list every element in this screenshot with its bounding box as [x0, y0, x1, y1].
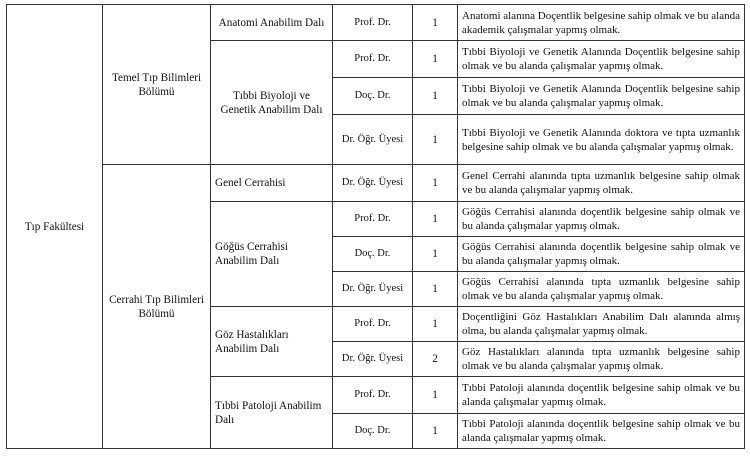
- requirement-cell: Göğüs Cerrahisi alanında doçentlik belgesine sahip olmak ve bu alanda çalışmalar yapmış olmak.: [458, 237, 745, 272]
- count-cell: 1: [413, 202, 458, 237]
- count-cell: 2: [413, 342, 458, 377]
- division-cell: Anatomi Anabilim Dalı: [211, 5, 333, 41]
- count-cell: 1: [413, 377, 458, 414]
- requirement-cell: Göz Hastalıkları alanında tıpta uzmanlık belgesine sahip olmak ve bu alanda çalışmalar yapmış olmak.: [458, 342, 745, 377]
- requirement-cell: Göğüs Cerrahisi alanında tıpta uzmanlık belgesine sahip olmak ve bu alanda çalışmalar yapmış olmak.: [458, 272, 745, 307]
- title-cell: Doç. Dr.: [333, 78, 413, 115]
- requirement-cell: Tıbbi Patoloji alanında doçentlik belgesine sahip olmak ve bu alanda çalışmalar yapmış olmak.: [458, 414, 745, 449]
- department-cell: Temel Tıp Bilimleri Bölümü: [103, 5, 211, 165]
- requirement-cell: Tıbbi Biyoloji ve Genetik Alanında Doçentlik belgesine sahip olmak ve bu alanda çalışmalar yapmış olmak.: [458, 41, 745, 78]
- title-cell: Dr. Öğr. Üyesi: [333, 272, 413, 307]
- requirement-cell: Anatomi alanına Doçentlik belgesine sahip olmak ve bu alanda akademik çalışmalar yapmış olmak.: [458, 5, 745, 41]
- department-cell: Cerrahi Tıp Bilimleri Bölümü: [103, 165, 211, 449]
- count-cell: 1: [413, 5, 458, 41]
- count-cell: 1: [413, 414, 458, 449]
- title-cell: Prof. Dr.: [333, 41, 413, 78]
- division-cell: Tıbbi Patoloji Anabilim Dalı: [211, 377, 333, 449]
- title-cell: Prof. Dr.: [333, 5, 413, 41]
- count-cell: 1: [413, 165, 458, 202]
- count-cell: 1: [413, 307, 458, 342]
- count-cell: 1: [413, 41, 458, 78]
- requirement-cell: Göğüs Cerrahisi alanında doçentlik belgesine sahip olmak ve bu alanda çalışmalar yapmış olmak.: [458, 202, 745, 237]
- requirement-cell: Genel Cerrahi alanında tıpta uzmanlık belgesine sahip olmak ve bu alanda çalışmalar yapmış olmak.: [458, 165, 745, 202]
- title-cell: Prof. Dr.: [333, 377, 413, 414]
- count-cell: 1: [413, 272, 458, 307]
- table-row: [7, 5, 745, 41]
- title-cell: Doç. Dr.: [333, 237, 413, 272]
- title-cell: Doç. Dr.: [333, 414, 413, 449]
- requirement-cell: Doçentliğini Göz Hastalıkları Anabilim Dalı alanında almış olma, bu alanda çalışmalar yapmış olmak.: [458, 307, 745, 342]
- staff-positions-table: [6, 4, 745, 449]
- division-cell: Göz Hastalıkları Anabilim Dalı: [211, 307, 333, 377]
- requirement-cell: Tıbbi Biyoloji ve Genetik Alanında doktora ve tıpta uzmanlık belgesine sahip olmak ve bu alanda çalışmalar yapmış olmak.: [458, 115, 745, 165]
- division-cell: Tıbbi Biyoloji ve Genetik Anabilim Dalı: [211, 41, 333, 165]
- requirement-cell: Tıbbi Patoloji alanında doçentlik belgesine sahip olmak ve bu alanda çalışmalar yapmış olmak.: [458, 377, 745, 414]
- division-cell: Göğüs Cerrahisi Anabilim Dalı: [211, 202, 333, 307]
- table-row: [7, 165, 745, 202]
- title-cell: Dr. Öğr. Üyesi: [333, 342, 413, 377]
- count-cell: 1: [413, 78, 458, 115]
- title-cell: Dr. Öğr. Üyesi: [333, 165, 413, 202]
- division-cell: Genel Cerrahisi: [211, 165, 333, 202]
- title-cell: Prof. Dr.: [333, 202, 413, 237]
- count-cell: 1: [413, 115, 458, 165]
- title-cell: Prof. Dr.: [333, 307, 413, 342]
- faculty-cell: Tıp Fakültesi: [7, 5, 103, 449]
- count-cell: 1: [413, 237, 458, 272]
- title-cell: Dr. Öğr. Üyesi: [333, 115, 413, 165]
- requirement-cell: Tıbbi Biyoloji ve Genetik Alanında Doçentlik belgesine sahip olmak ve bu alanda çalışmalar yapmış olmak.: [458, 78, 745, 115]
